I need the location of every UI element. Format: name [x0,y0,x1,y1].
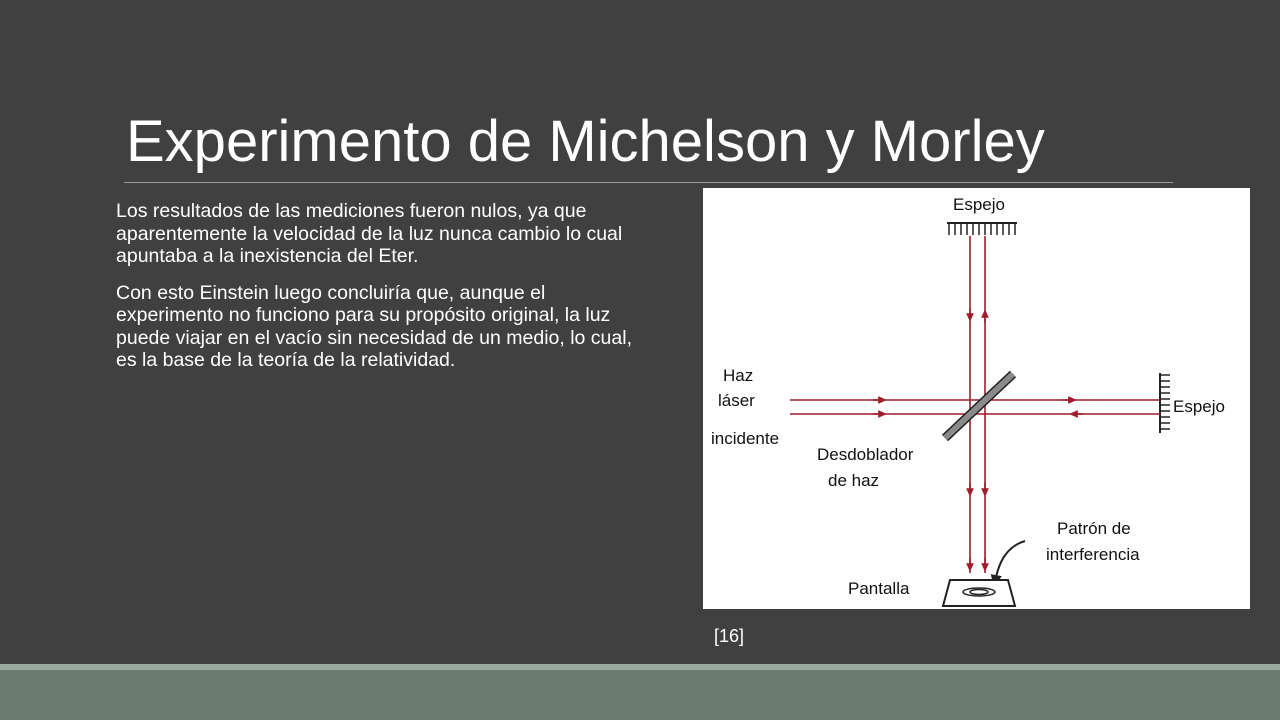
beam-splitter [945,374,1013,438]
label-splitter-1: Desdoblador [817,445,914,464]
label-right-mirror: Espejo [1173,397,1225,416]
label-pattern-2: interferencia [1046,545,1140,564]
paragraph-einstein: Con esto Einstein luego concluiría que, aunque el experimento no funciono para su propósito original, la luz puede viajar en el vacío sin necesidad de un medio, lo cual, es la base de la teoría de la relatividad. [116,281,632,371]
interferometer-diagram [703,188,1250,609]
label-top-mirror: Espejo [953,195,1005,214]
paragraph-results: Los resultados de las mediciones fueron nulos, ya que aparentemente la velocidad de la luz nunca cambio lo cual apuntaba a la inexistencia del Eter. [116,200,623,267]
body-text [116,200,646,386]
pattern-pointer [995,541,1025,582]
slide-title: Experimento de Michelson y Morley [126,109,1045,174]
citation: [16] [714,626,745,646]
label-laser-2: láser [718,391,755,410]
screen [943,580,1015,606]
label-pattern-1: Patrón de [1057,519,1131,538]
right-mirror [1160,373,1170,433]
label-laser-3: incidente [711,429,780,448]
label-laser-1: Haz [723,366,754,385]
footer-band [0,670,1280,720]
label-screen: Pantalla [848,579,910,598]
label-splitter-2: de haz [828,471,880,490]
title-divider [124,182,1173,183]
top-mirror [947,223,1017,235]
beam-arrows [873,308,1083,568]
